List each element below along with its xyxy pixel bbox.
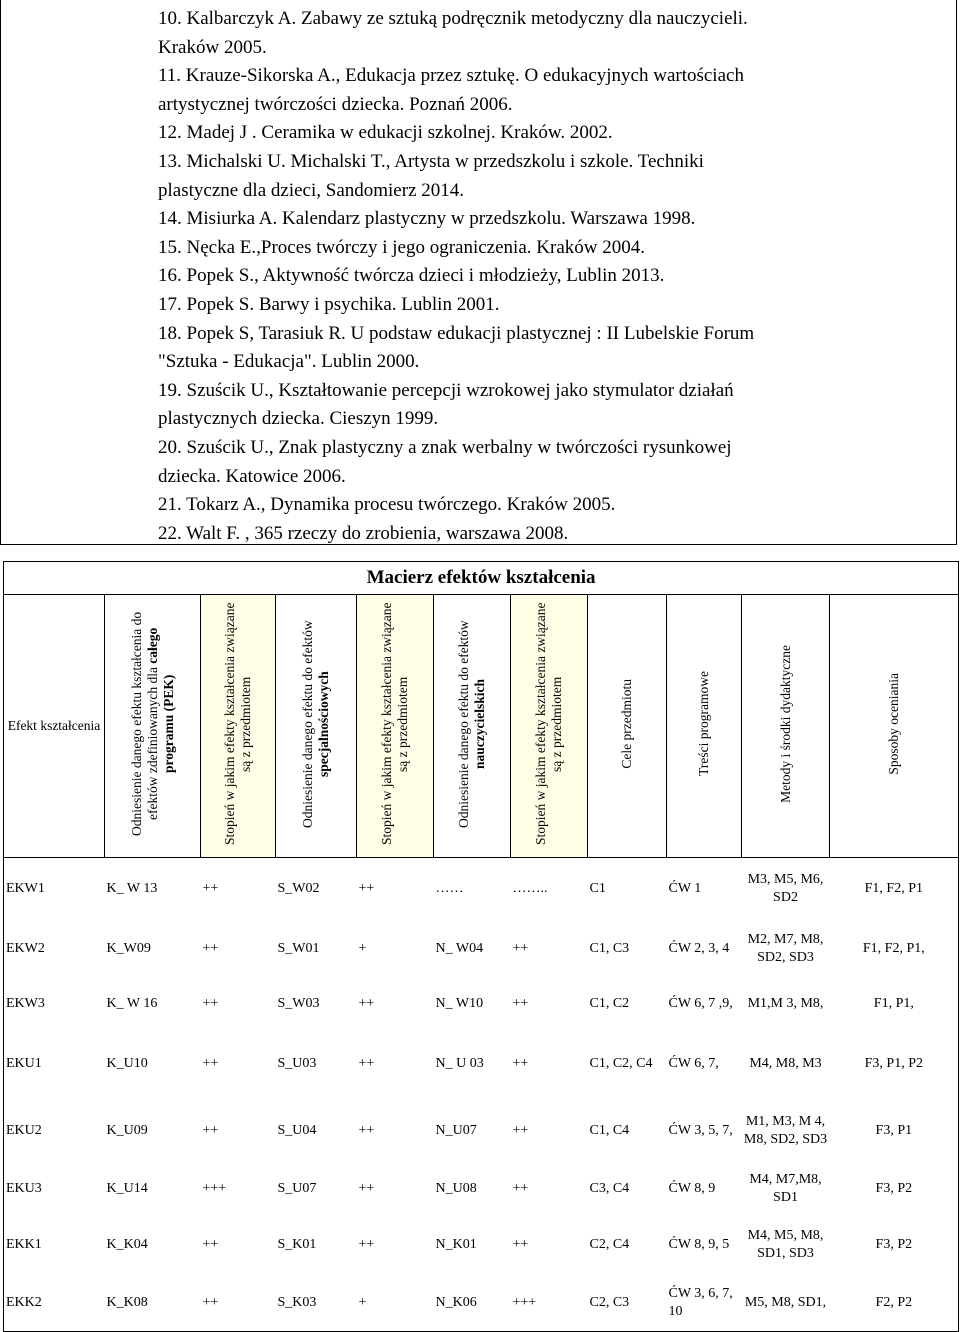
table-row (4, 920, 959, 978)
cell-spec: S_K01 (277, 1236, 317, 1252)
cell-spec: S_K03 (276, 1276, 357, 1332)
cell-s3: ++ (512, 1122, 529, 1138)
reference-line: 18. Popek S, Tarasiuk R. U podstaw edukacji plastycznej : II Lubelskie Forum (158, 322, 755, 344)
reference-line: artystycznej twórczości dziecka. Poznań 2006. (158, 93, 513, 115)
reference-line: dziecka. Katowice 2006. (158, 465, 346, 487)
cell-s1: ++ (202, 1122, 219, 1138)
cell-tresci: ĆW 6, 7, (668, 1055, 719, 1071)
reference-line: 13. Michalski U. Michalski T., Artysta w przedszkolu i szkole. Techniki (158, 150, 704, 172)
cell-s2: ++ (358, 1122, 375, 1138)
header-metody: Metody i środki dydaktyczne (742, 595, 830, 858)
cell-efekt: EKW1 (4, 858, 105, 920)
cell-sposoby: F1, F2, P1 (830, 858, 959, 920)
table-row (4, 1214, 959, 1276)
cell-metody: M1, M3, M 4, M8, SD2, SD3 (743, 1113, 828, 1147)
cell-pek: K_W09 (106, 940, 151, 956)
cell-metody: M4, M5, M8, SD1, SD3 (747, 1227, 824, 1261)
cell-spec: S_U03 (277, 1055, 317, 1071)
cell-efekt: EKW3 (4, 978, 105, 1030)
cell-pek: K_K08 (105, 1276, 201, 1332)
cell-tresci: ĆW 1 (667, 858, 742, 920)
reference-line: 22. Walt F. , 365 rzeczy do zrobienia, warszawa 2008. (158, 522, 569, 544)
cell-naucz: N_ U 03 (435, 1055, 484, 1071)
cell-naucz: N_U08 (435, 1180, 477, 1196)
cell-efekt: EKU3 (4, 1164, 105, 1214)
cell-s1: +++ (202, 1180, 227, 1196)
cell-cele: C1, C3 (589, 940, 630, 956)
cell-s1: ++ (202, 995, 219, 1011)
header-spec: Odniesienie danego efektu do efektów specjalnościowych (276, 595, 357, 858)
cell-naucz: N_ W10 (435, 995, 484, 1011)
header-stopien-1: Stopień w jakim efekty kształcenia związane są z przedmiotem (201, 595, 276, 858)
cell-tresci: ĆW 8, 9, 5 (668, 1236, 730, 1252)
header-stopien-3: Stopień w jakim efekty kształcenia związane są z przedmiotem (511, 595, 588, 858)
reference-line: plastyczne dla dzieci, Sandomierz 2014. (158, 179, 465, 201)
cell-efekt: EKU2 (4, 1098, 105, 1164)
reference-line: 12. Madej J . Ceramika w edukacji szkolnej. Kraków. 2002. (158, 122, 613, 144)
table-row (4, 1030, 959, 1098)
cell-metody: M2, M7, M8, SD2, SD3 (747, 931, 824, 965)
cell-s2: ++ (358, 1180, 375, 1196)
cell-pek: K_U10 (106, 1055, 148, 1071)
cell-naucz: N_K01 (435, 1236, 477, 1252)
cell-naucz: …… (434, 858, 511, 920)
cell-s2: + (358, 940, 367, 956)
cell-s3: ++ (512, 1055, 529, 1071)
cell-cele: C2, C4 (589, 1236, 630, 1252)
cell-pek: K_U09 (106, 1122, 148, 1138)
cell-sposoby: F2, P2 (830, 1276, 959, 1332)
table-row (4, 858, 959, 920)
cell-s3: …….. (511, 858, 588, 920)
cell-s1: ++ (201, 858, 276, 920)
cell-naucz: N_K06 (434, 1276, 511, 1332)
cell-s1: ++ (202, 1055, 219, 1071)
cell-tresci: ĆW 6, 7 ,9, (668, 995, 733, 1011)
header-efekt: Efekt kształcenia (4, 595, 105, 858)
header-tresci: Treści programowe (667, 595, 742, 858)
cell-s3: ++ (512, 940, 529, 956)
cell-naucz: N_ W04 (435, 940, 484, 956)
matrix-body (4, 858, 959, 1332)
table-row (4, 978, 959, 1030)
cell-efekt: EKK2 (4, 1276, 105, 1332)
cell-spec: S_U04 (277, 1122, 317, 1138)
cell-sposoby: F3, P2 (830, 1164, 959, 1214)
reference-line: 10. Kalbarczyk A. Zabawy ze sztuką podręcznik metodyczny dla nauczycieli. (158, 8, 748, 29)
cell-efekt: EKW2 (4, 920, 105, 978)
cell-efekt: EKK1 (4, 1214, 105, 1276)
table-row (4, 1098, 959, 1164)
reference-line: "Sztuka - Edukacja". Lublin 2000. (158, 351, 420, 373)
cell-s2: ++ (358, 1055, 375, 1071)
header-pek: Odniesienie danego efektu kształcenia do efektów zdefiniowanych dla całego programu (PEK) (105, 595, 201, 858)
cell-cele: C2, C3 (588, 1276, 667, 1332)
cell-pek: K_K04 (106, 1236, 148, 1252)
cell-s1: ++ (201, 1276, 276, 1332)
cell-sposoby: F1, F2, P1, (830, 920, 959, 978)
cell-s2: ++ (358, 1236, 375, 1252)
reference-line: 16. Popek S., Aktywność twórcza dzieci i młodzieży, Lublin 2013. (158, 265, 665, 287)
bibliography-list (158, 5, 948, 548)
cell-cele: C1, C4 (589, 1122, 630, 1138)
reference-line: 19. Szuścik U., Kształtowanie percepcji wzrokowej jako stymulator działań (158, 379, 734, 401)
cell-s3: ++ (512, 1236, 529, 1252)
cell-sposoby: F3, P1, P2 (830, 1030, 959, 1098)
reference-line: 15. Nęcka E.,Proces twórczy i jego ograniczenia. Kraków 2004. (158, 236, 645, 258)
cell-tresci: ĆW 8, 9 (668, 1180, 716, 1196)
reference-line: 17. Popek S. Barwy i psychika. Lublin 2001. (158, 293, 500, 315)
header-row (4, 595, 959, 858)
reference-line: plastycznych dziecka. Cieszyn 1999. (158, 408, 439, 430)
reference-line: 21. Tokarz A., Dynamika procesu twórczego. Kraków 2005. (158, 494, 616, 516)
cell-sposoby: F3, P2 (830, 1214, 959, 1276)
cell-metody: M1,M 3, M8, (747, 995, 824, 1011)
header-naucz: Odniesienie danego efektu do efektów nauczycielskich (434, 595, 511, 858)
header-sposoby: Sposoby oceniania (830, 595, 959, 858)
cell-metody: M4, M7,M8, SD1 (749, 1171, 822, 1205)
cell-s3: ++ (512, 995, 529, 1011)
cell-s2: ++ (358, 995, 375, 1011)
cell-pek: K_ W 13 (105, 858, 201, 920)
cell-s1: ++ (202, 940, 219, 956)
cell-sposoby: F3, P1 (830, 1098, 959, 1164)
cell-metody: M4, M8, M3 (749, 1055, 822, 1071)
cell-pek: K_ W 16 (106, 995, 158, 1011)
reference-line: 20. Szuścik U., Znak plastyczny a znak werbalny w twórczości rysunkowej (158, 436, 732, 458)
cell-cele: C3, C4 (589, 1180, 630, 1196)
cell-cele: C1, C2 (589, 995, 630, 1011)
cell-cele: C1, C2, C4 (589, 1055, 653, 1071)
header-cele: Cele przedmiotu (588, 595, 667, 858)
learning-outcomes-matrix (3, 561, 959, 1332)
table-row (4, 1276, 959, 1332)
cell-efekt: EKU1 (4, 1030, 105, 1098)
cell-naucz: N_U07 (435, 1122, 477, 1138)
cell-pek: K_U14 (106, 1180, 148, 1196)
cell-tresci: ĆW 3, 5, 7, (668, 1122, 733, 1138)
header-stopien-2: Stopień w jakim efekty kształcenia związane są z przedmiotem (357, 595, 434, 858)
reference-line: 14. Misiurka A. Kalendarz plastyczny w przedszkolu. Warszawa 1998. (158, 208, 696, 230)
cell-s3: ++ (512, 1180, 529, 1196)
cell-sposoby: F1, P1, (830, 978, 959, 1030)
cell-tresci: ĆW 3, 6, 7, 10 (667, 1276, 742, 1332)
cell-spec: S_W02 (276, 858, 357, 920)
reference-line: Kraków 2005. (158, 36, 267, 58)
reference-line: 11. Krauze-Sikorska A., Edukacja przez sztukę. O edukacyjnych wartościach (158, 65, 744, 87)
bibliography-frame (0, 0, 957, 545)
cell-s2: ++ (357, 858, 434, 920)
cell-metody: M3, M5, M6, SD2 (742, 858, 830, 920)
cell-s1: ++ (202, 1236, 219, 1252)
cell-spec: S_W03 (277, 995, 320, 1011)
cell-cele: C1 (588, 858, 667, 920)
cell-spec: S_U07 (277, 1180, 317, 1196)
cell-s2: + (357, 1276, 434, 1332)
matrix-title: Macierz efektów kształcenia (4, 562, 959, 595)
table-row (4, 1164, 959, 1214)
cell-metody: M5, M8, SD1, (742, 1276, 830, 1332)
cell-spec: S_W01 (277, 940, 320, 956)
cell-s3: +++ (511, 1276, 588, 1332)
cell-tresci: ĆW 2, 3, 4 (668, 940, 730, 956)
